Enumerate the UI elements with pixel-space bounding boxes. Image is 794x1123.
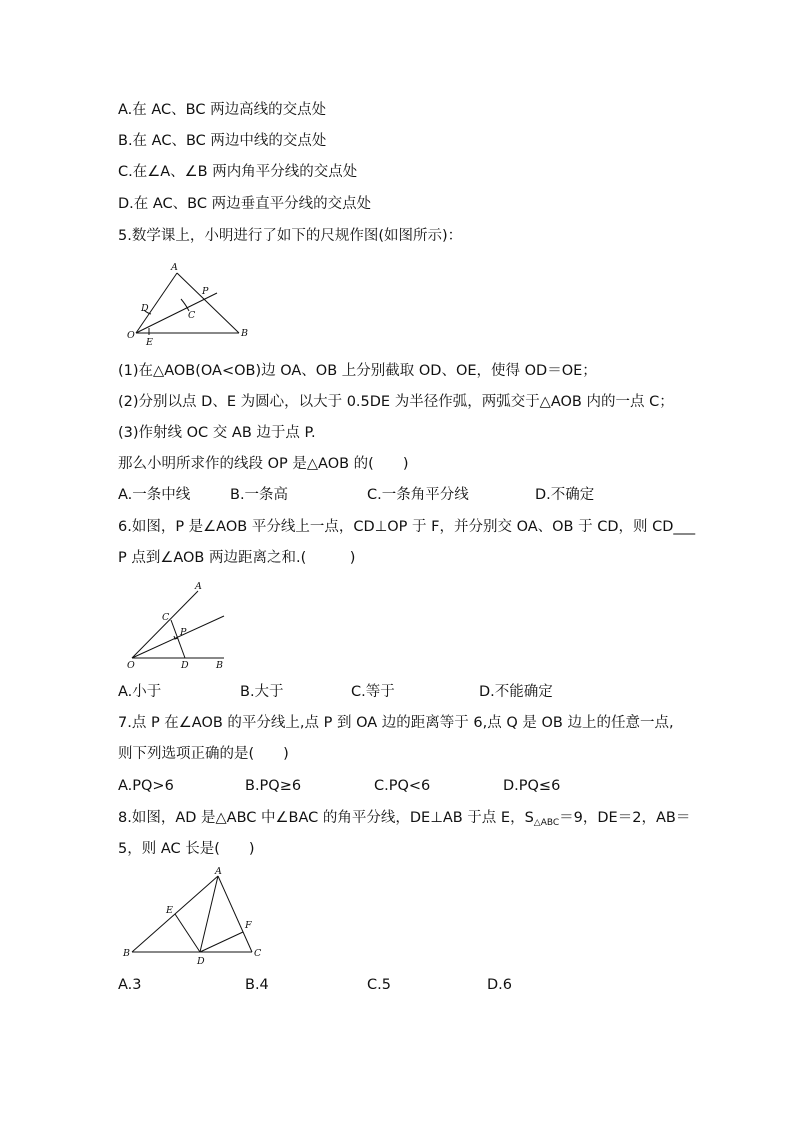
q5-label-c: C bbox=[188, 310, 196, 321]
q7-option-c: C.PQ<6 bbox=[374, 778, 431, 794]
q8-stem-part1: 8.如图，AD 是△ABC 中∠BAC 的角平分线，DE⊥AB 于点 E，S bbox=[118, 810, 534, 826]
q5-label-e: E bbox=[146, 337, 153, 348]
q8-figure bbox=[118, 866, 268, 970]
q6-stem-line1: 6.如图，P 是∠AOB 平分线上一点，CD⊥OP 于 F，并分别交 OA、OB 于 CD，则 CD___ bbox=[118, 519, 696, 535]
q5-step-1: (1)在△AOB(OA<OB)边 OA、OB 上分别截取 OD、OE，使得 OD＝OE； bbox=[118, 363, 597, 379]
q7-option-d: D.PQ≤6 bbox=[503, 778, 561, 794]
q6-figure bbox=[118, 580, 238, 672]
q8-label-a: A bbox=[215, 866, 222, 877]
q8-perpendicular-de bbox=[175, 914, 200, 952]
q5-option-b: B.一条高 bbox=[230, 487, 289, 503]
q6-option-b: B.大于 bbox=[240, 684, 284, 700]
q7-option-b: B.PQ≥6 bbox=[245, 778, 302, 794]
q8-area-subscript: △ABC bbox=[533, 818, 560, 828]
q5-label-p: P bbox=[202, 286, 209, 297]
q8-label-b: B bbox=[123, 948, 130, 959]
q7-stem-line2: 则下列选项正确的是( ) bbox=[118, 746, 289, 762]
q6-label-c: C bbox=[162, 612, 170, 623]
q5-figure bbox=[118, 258, 258, 348]
q8-bisector-ad bbox=[200, 876, 218, 952]
q6-stem-line2: P 点到∠AOB 两边距离之和.( ) bbox=[118, 550, 356, 566]
q8-stem-line2: 5，则 AC 长是( ) bbox=[118, 841, 255, 857]
q4-option-b: B.在 AC、BC 两边中线的交点处 bbox=[118, 133, 327, 149]
q6-label-o: O bbox=[127, 660, 135, 671]
q8-stem-line1 bbox=[118, 808, 690, 833]
q8-label-d: D bbox=[197, 956, 205, 967]
q8-perpendicular-df bbox=[200, 932, 243, 952]
q6-label-p: P bbox=[180, 627, 187, 638]
q6-bisector-op bbox=[132, 616, 224, 658]
q8-option-b: B.4 bbox=[245, 977, 269, 993]
q4-option-c: C.在∠A、∠B 两内角平分线的交点处 bbox=[118, 164, 358, 180]
q5-option-c: C.一条角平分线 bbox=[367, 487, 469, 503]
q5-label-d: D bbox=[141, 303, 149, 314]
q7-option-a: A.PQ>6 bbox=[118, 778, 174, 794]
q6-side-oa bbox=[132, 591, 198, 658]
q5-triangle-aob bbox=[136, 273, 239, 333]
q6-option-c: C.等于 bbox=[351, 684, 395, 700]
q8-label-c: C bbox=[254, 948, 262, 959]
q6-label-d: D bbox=[181, 660, 189, 671]
q8-label-e: E bbox=[166, 905, 173, 916]
q5-label-a: A bbox=[171, 262, 178, 273]
q5-label-b: B bbox=[241, 328, 248, 339]
q8-label-f: F bbox=[245, 920, 252, 931]
q5-step-2: (2)分别以点 D、E 为圆心，以大于 0.5DE 为半径作弧，两弧交于△AOB 内的一点 C； bbox=[118, 394, 674, 410]
q8-option-c: C.5 bbox=[367, 977, 391, 993]
q8-stem-part2: ＝9，DE＝2，AB＝ bbox=[559, 810, 691, 826]
q4-option-d: D.在 AC、BC 两边垂直平分线的交点处 bbox=[118, 196, 372, 212]
q5-label-o: O bbox=[127, 330, 135, 341]
q5-option-d: D.不确定 bbox=[535, 487, 595, 503]
q6-label-a: A bbox=[195, 581, 202, 592]
q8-option-a: A.3 bbox=[118, 977, 142, 993]
q6-option-d: D.不能确定 bbox=[479, 684, 553, 700]
q5-stem: 5.数学课上，小明进行了如下的尺规作图(如图所示)： bbox=[118, 228, 463, 244]
q5-question: 那么小明所求作的线段 OP 是△AOB 的( ) bbox=[118, 456, 409, 472]
q8-option-d: D.6 bbox=[487, 977, 512, 993]
q5-option-a: A.一条中线 bbox=[118, 487, 191, 503]
q6-option-a: A.小于 bbox=[118, 684, 162, 700]
q4-option-a: A.在 AC、BC 两边高线的交点处 bbox=[118, 102, 327, 118]
q7-stem-line1: 7.点 P 在∠AOB 的平分线上,点 P 到 OA 边的距离等于 6,点 Q 是 OB 边上的任意一点, bbox=[118, 715, 674, 731]
q6-label-b: B bbox=[216, 660, 223, 671]
q5-step-3: (3)作射线 OC 交 AB 边于点 P. bbox=[118, 425, 316, 441]
